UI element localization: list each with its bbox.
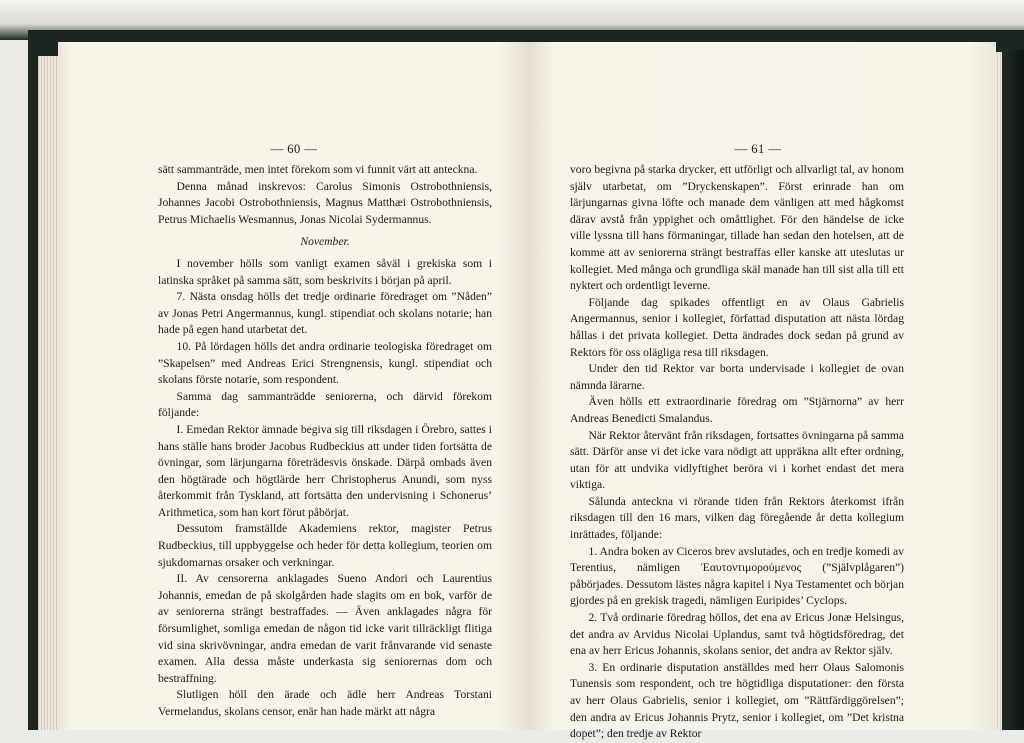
paragraph: Dessutom framställde Akademiens rektor, magister Petrus Rudbeckius, till uppbyggelse och heder för detta kollegium, teorien om sjukdomarnas orsaker och verkningar. (158, 522, 492, 569)
paragraph: Denna månad inskrevos: Carolus Simonis Ostrobothniensis, Johannes Jacobi Ostrobothniensis, Magnus Matthæi Ostrobothniensis, Petrus Michaelis Wesmannus, Jonas Nicolai Sydermannus. (158, 179, 492, 226)
paragraph: 2. Två ordinarie föredrag höllos, det ena av Ericus Jonæ Helsingus, det andra av Arvidus Nicolai Uplandus, samt två högtidsföredrag, det ena av herr Ericus Johannis, skolans senior, det andra av Rektor själv. (570, 611, 904, 658)
paragraph: Sålunda anteckna vi rörande tiden från Rektors återkomst ifrån riksdagen till den 16 mars, vilken dag föregående år detta kollegium inrättades, följande: (570, 494, 904, 542)
paragraph: II. Av censorerna anklagades Sueno Andori och Laurentius Johannis, emedan de på skolgården hade slagits om en bok, varför de av seniorerna strängt bestraffades. — Även anklagades några för försumlighet, somliga emedan de någon tid icke varit tillräckligt flitiga vid sina skrivövningar, andra emedan de varit frånvarande vid senaste examen. Alla dessa måste underkasta sig seniorernas dom och bestraffning. (158, 572, 492, 685)
paragraph: voro begivna på starka drycker, ett utförligt och allvarligt tal, av honom själv utarbetat, om ”Dryckenskapen”. Först erinrade han om lärjungarnas givna löfte och manade dem vänligen att med hågkomst därav avstå från yppighet och omåttlighet. För den händelse de ickе ville lyssna till hans förmaningar, tillade han sedan den hotelsen, att de komme att av seniorerna strängt bestraffas eller kanske att uteslutas ur kollegiet. Med många och grundliga skäl manade han till sist alla till ett nyktert och ordentligt leverne. (570, 163, 904, 293)
paragraph: Under den tid Rektor var borta undervisade i kollegiet de ovan nämnda lärarne. (570, 362, 904, 392)
section-heading: November. (300, 235, 350, 249)
paragraph: I. Emedan Rektor ämnade begiva sig till riksdagen i Örebro, sattes i hans ställe hans broder Jacobus Rudbeckius att under tiden fortsätta de övningar, som lärjungarna företrädesvis önskade. Därpå ombads även den högtärade och högtlärde herr Christopherus Anundi, som nyss återkommit från Tyskland, att fortsätta den undervisning i Schonerus’ Arithmetica, som han kort förut påbörjat. (158, 422, 492, 519)
paragraph: Följande dag spikades offentligt en av Olaus Gabrielis Angermannus, senior i kollegiet, författad disputation att nästa lördag hållas i det privata kollegiet. Detta ändrades dock sedan på grund av Rektors för oss olägliga resa till riksdagen. (570, 295, 904, 359)
paragraph: Även hölls ett extraordinarie föredrag om ”Stjärnorna” av herr Andreas Benedicti Smalandus. (570, 395, 904, 425)
paragraph: Slutligen höll den ärade och ädle herr Andreas Torstani Vermelandus, skolans censor, enär han hade märkt att några (158, 688, 492, 718)
paragraph: sätt sammanträde, men intet förekom som vi funnit värt att anteckna. (158, 163, 478, 176)
paragraph: När Rektor återvänt från riksdagen, fortsattes övningarna på samma sätt. Därför anse vi det icke vara nödigt att uppräkna allt efter ordning, utan för att undvika vidlyftighet beröra vi i korhet endast det mera viktiga. (570, 428, 904, 492)
left-page (58, 42, 528, 730)
paragraph: 10. På lördagen hölls det andra ordinarie teologiska föredraget om ”Skapelsen” med Andreas Erici Strengnensis, kungl. stipendiat och skolans förste notarie, som respondent. (158, 339, 492, 387)
page-text (158, 162, 492, 721)
page-number: — 61 — (734, 142, 782, 156)
right-page (528, 42, 996, 741)
paragraph: I november hölls som vanligt examen såväl i grekiska som i latinska språket på samma sätt, som beskrivits i början på april. (158, 256, 492, 287)
page-number: — 60 — (270, 142, 318, 156)
paragraph: 7. Nästa onsdag hölls det tredje ordinarie föredraget om ”Nåden” av Jonas Petri Angermannus, kungl. stipendiat och skolans notarie; han hade på egen hand utarbetat det. (158, 290, 492, 337)
page-text (570, 162, 904, 743)
page-stack-left (38, 56, 60, 730)
paragraph: Samma dag sammanträdde seniorerna, och därvid förekom följande: (158, 389, 492, 420)
paragraph: 1. Andra boken av Ciceros brev avslutades, och en tredje komedi av Terentius, nämligen Ἑαυτοντιμορούμενος (”Självplågaren”) påbörjades. Dessutom lästes några kapitel i Nya Testamentet och början gjordes på en grekisk tragedi, nämligen Euripides’ Cyclops. (570, 544, 904, 608)
paragraph: 3. En ordinarie disputation anställdes med herr Olaus Salomonis Tunensis som respondent, och tre högtidliga disputationer: den första av herr Olaus Gabrielis, senior i kollegiet, om ”Rättfärdiggörelsen”; den andra av Ericus Johannis Prytz, senior i kollegiet, om ”Det kristna dopet”; den tredje av Rektor (570, 660, 904, 741)
